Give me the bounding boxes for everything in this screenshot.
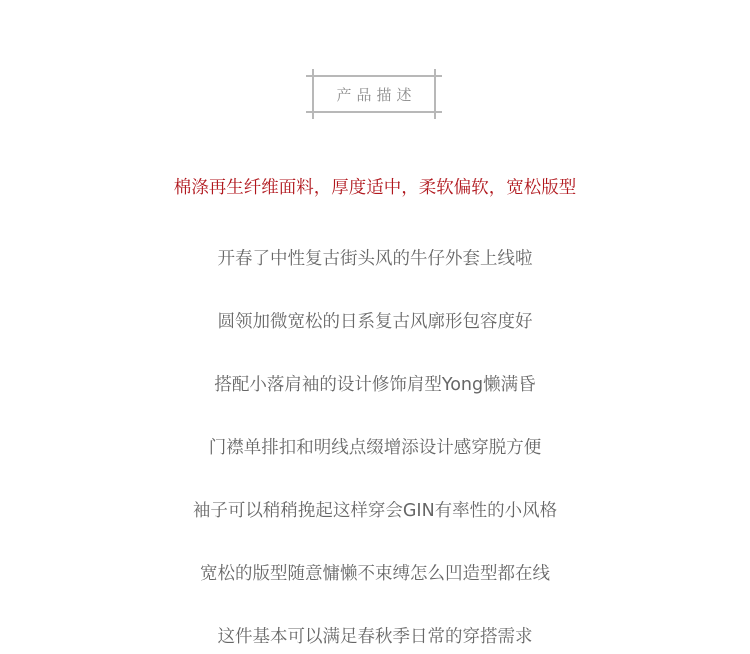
feature-line-1: 开春了中性复古街头风的牛仔外套上线啦 — [217, 249, 533, 269]
feature-line-2: 圆领加微宽松的日系复古风廓形包容度好 — [217, 312, 533, 332]
feature-line-6: 宽松的版型随意慵懒不束缚怎么凹造型都在线 — [200, 564, 550, 584]
feature-line-7: 这件基本可以满足春秋季日常的穿搭需求 — [217, 627, 533, 647]
feature-line-4: 门襟单排扣和明线点缀增添设计感穿脱方便 — [208, 438, 542, 458]
feature-line-3: 搭配小落肩袖的设计修饰肩型Yong懒满昏 — [214, 375, 536, 395]
feature-line-5: 袖子可以稍稍挽起这样穿会GIN有率性的小风格 — [192, 501, 558, 521]
section-title: 产品描述 — [336, 85, 417, 104]
section-title-frame — [312, 75, 436, 113]
section-header — [306, 69, 442, 119]
product-headline: 棉涤再生纤维面料，厚度适中，柔软偏软，宽松版型 — [173, 178, 577, 198]
